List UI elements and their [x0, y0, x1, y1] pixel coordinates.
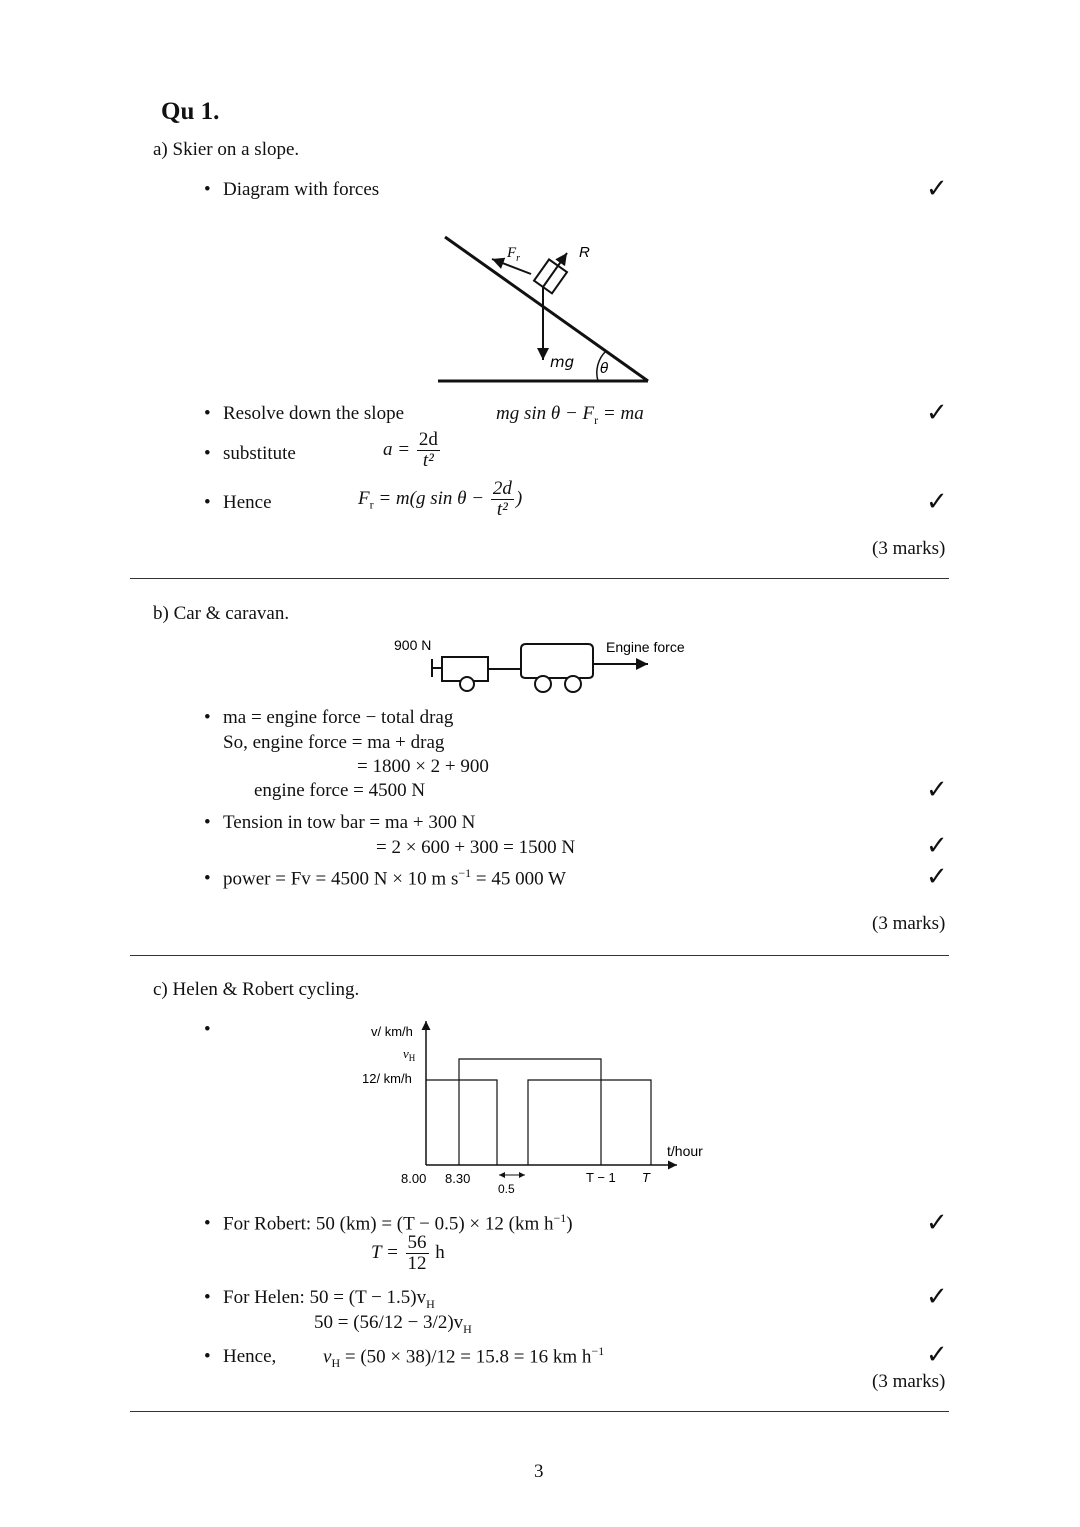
bullet-substitute-text: substitute	[223, 443, 296, 464]
section-divider	[130, 578, 949, 579]
part-c-heading: c) Helen & Robert cycling.	[153, 979, 360, 1000]
y-axis-label: v/ km/h	[371, 1024, 413, 1039]
y-tick-vh: $v_H$	[403, 1046, 416, 1063]
bullet: •	[204, 443, 211, 464]
robert-equation: For Robert: 50 (km) = (T − 0.5) × 12 (km $h^{-1}$)	[223, 1211, 573, 1235]
marks-label: (3 marks)	[872, 913, 946, 934]
x-axis-label: t/hour	[667, 1143, 703, 1159]
bullet: •	[204, 492, 211, 513]
x-tick-05: 0.5	[498, 1182, 515, 1196]
car-body	[521, 644, 593, 678]
friction-arrow	[492, 259, 531, 274]
x-tick-t: T	[642, 1170, 650, 1185]
bullet: •	[204, 1346, 211, 1367]
check-mark-icon: ✓	[926, 487, 948, 517]
helen-speed-profile	[459, 1059, 601, 1165]
resolve-equation: mg $\sin \theta - F_r$ = ma	[496, 403, 644, 427]
bullet: •	[204, 707, 211, 728]
part-b-heading: b) Car & caravan.	[153, 603, 290, 624]
bullet: •	[204, 1213, 211, 1234]
label-r: R	[579, 244, 590, 261]
velocity-time-graph	[355, 1015, 725, 1200]
x-tick-t1: T − 1	[586, 1170, 616, 1185]
part-b-line-4: engine force = 4500 N	[254, 780, 426, 801]
label-fr: $F_r$	[507, 245, 521, 264]
check-mark-icon: ✓	[926, 831, 948, 861]
drag-label: 900 N	[394, 637, 432, 653]
y-tick-12: 12/ km/h	[362, 1071, 412, 1086]
bullet: •	[204, 868, 211, 889]
part-b-line-5: Tension in tow bar = ma + 300 N	[223, 812, 476, 833]
check-mark-icon: ✓	[926, 1282, 948, 1312]
check-mark-icon: ✓	[926, 862, 948, 892]
marks-label: (3 marks)	[872, 538, 946, 559]
page-number: 3	[534, 1461, 544, 1482]
check-mark-icon: ✓	[926, 174, 948, 204]
section-divider	[130, 955, 949, 956]
label-mg: mg	[550, 353, 575, 371]
check-mark-icon: ✓	[926, 1208, 948, 1238]
check-mark-icon: ✓	[926, 775, 948, 805]
part-b-line-2: So, engine force = ma + drag	[223, 732, 445, 753]
slope-line	[445, 237, 648, 381]
bullet-hence-text: Hence	[223, 492, 272, 513]
section-divider	[130, 1411, 949, 1412]
substitute-equation: a = $\frac{2d}{\text{t²}}$	[383, 429, 438, 471]
car-wheel	[535, 676, 551, 692]
marks-label: (3 marks)	[872, 1371, 946, 1392]
part-b-line-7: power = Fv = 4500 N × 10 m $s^{-1} = 45$ 000 W	[223, 866, 566, 890]
robert-t-equation: T = $\frac{56}{12}$ h	[371, 1232, 445, 1274]
label-theta: θ	[600, 361, 609, 377]
helen-equation-1: For Helen: $50 = (T - 1.5)v_H$	[223, 1287, 435, 1311]
hence-result: $v_H = (50 \times 38)/12 = 15.8 = 16$ km $h^{-1}$	[323, 1344, 605, 1371]
x-tick-800: 8.00	[401, 1171, 427, 1186]
part-b-line-1: ma = engine force − total drag	[223, 707, 454, 728]
hence-label: Hence,	[223, 1346, 277, 1367]
bullet: •	[204, 1287, 211, 1308]
part-b-line-3: = 1800 × 2 + 900	[357, 756, 489, 777]
caravan-wheel	[460, 677, 474, 691]
car-wheel	[565, 676, 581, 692]
bullet: •	[204, 179, 211, 200]
hence-equation: $F_r = m(g$ sin θ − $\frac{2d}{\text{t²}}$ )	[358, 478, 523, 520]
x-tick-830: 8.30	[445, 1171, 471, 1186]
check-mark-icon: ✓	[926, 398, 948, 428]
part-b-line-6: = 2 × 600 + 300 = 1500 N	[376, 837, 576, 858]
bullet: •	[204, 812, 211, 833]
bullet: •	[204, 1019, 211, 1040]
robert-speed-profile	[426, 1080, 651, 1165]
bullet-diagram-text: Diagram with forces	[223, 179, 380, 200]
helen-equation-2: $50 = (56/12 - 3/2)v_H$	[314, 1312, 472, 1336]
question-title: Qu 1.	[161, 98, 220, 125]
car-caravan-diagram	[390, 632, 700, 694]
slope-force-diagram	[430, 230, 660, 390]
engine-force-label: Engine force	[606, 639, 685, 655]
bullet: •	[204, 403, 211, 424]
check-mark-icon: ✓	[926, 1340, 948, 1370]
part-a-heading: a) Skier on a slope.	[153, 139, 300, 160]
bullet-resolve-text: Resolve down the slope	[223, 403, 405, 424]
